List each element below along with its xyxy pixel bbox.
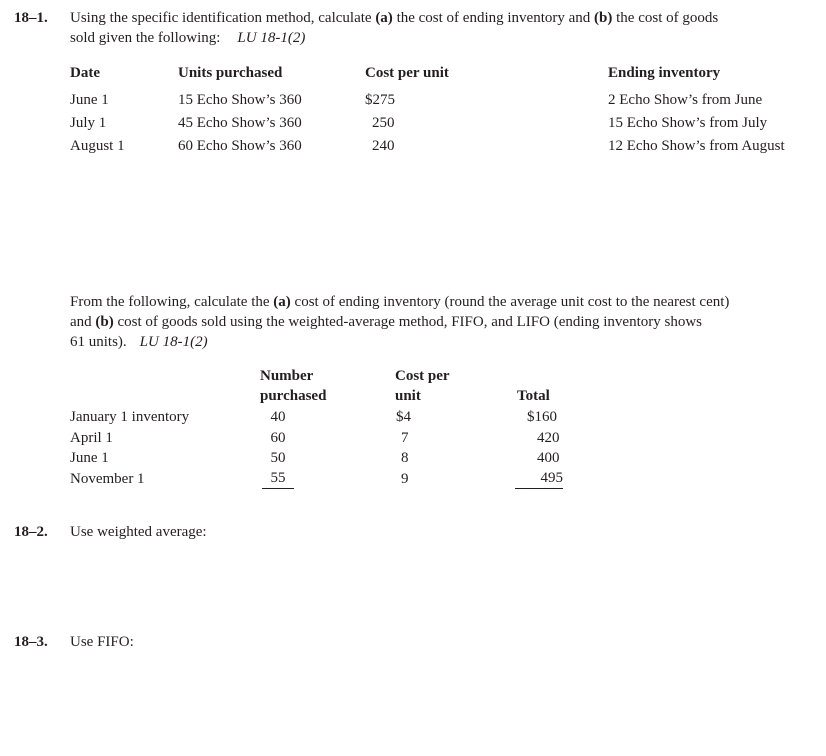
problem-18-2-text: Use weighted average: bbox=[70, 524, 207, 540]
cell-ending: 2 Echo Show’s from June bbox=[608, 92, 763, 108]
problem-18-1-line-2 bbox=[70, 28, 305, 48]
text-segment: 61 units). bbox=[70, 334, 127, 350]
cell-ending: 12 Echo Show’s from August bbox=[608, 138, 785, 154]
part-b-marker: (b) bbox=[95, 314, 114, 330]
problem-number-18-3: 18–3. bbox=[14, 634, 48, 650]
header-number: Number bbox=[260, 368, 314, 384]
cell-total: $160 bbox=[527, 409, 557, 425]
cell-label: November 1 bbox=[70, 471, 145, 487]
cell-cost: 9 bbox=[401, 471, 409, 487]
text-segment: From the following, calculate the bbox=[70, 294, 274, 310]
paragraph-line bbox=[70, 332, 812, 352]
text-segment: the cost of goods bbox=[612, 10, 719, 26]
learning-unit-reference: LU 18-1(2) bbox=[139, 334, 208, 350]
text-segment: cost of ending inventory (round the average unit cost to the nearest cent) bbox=[290, 294, 730, 310]
header-cost-per: Cost per bbox=[395, 368, 450, 384]
learning-unit-reference: LU 18-1(2) bbox=[237, 30, 306, 46]
cell-total: 495 bbox=[515, 469, 563, 489]
text-segment: cost of goods sold using the weighted-average method, FIFO, and LIFO (ending inventory shows bbox=[113, 314, 703, 330]
cell-number: 60 bbox=[270, 430, 286, 446]
cell-number: 50 bbox=[270, 450, 286, 466]
cell-units: 45 Echo Show’s 360 bbox=[178, 115, 302, 131]
problem-number-18-2: 18–2. bbox=[14, 524, 48, 540]
part-b-marker: (b) bbox=[594, 10, 613, 26]
text-segment: Using the specific identification method, calculate bbox=[70, 10, 376, 26]
problem-18-3-text: Use FIFO: bbox=[70, 634, 134, 650]
paragraph-line bbox=[70, 312, 812, 332]
header-unit: unit bbox=[395, 388, 421, 404]
problem-intro-paragraph bbox=[70, 292, 812, 352]
header-purchased: purchased bbox=[260, 388, 327, 404]
cell-cost: 8 bbox=[401, 450, 409, 466]
cell-label: January 1 inventory bbox=[70, 409, 190, 425]
cell-cost: 7 bbox=[401, 430, 409, 446]
cell-number: 55 bbox=[262, 469, 294, 489]
cell-ending: 15 Echo Show’s from July bbox=[608, 115, 768, 131]
cell-label: June 1 bbox=[70, 450, 109, 466]
cell-number: 40 bbox=[270, 409, 286, 425]
cell-total: 400 bbox=[537, 450, 560, 466]
cell-cost: $275 bbox=[365, 92, 395, 108]
part-a-marker: (a) bbox=[273, 294, 291, 310]
paragraph-line bbox=[70, 292, 812, 312]
cell-units: 60 Echo Show’s 360 bbox=[178, 138, 302, 154]
problem-18-1-line-1 bbox=[70, 8, 718, 28]
cell-date: June 1 bbox=[70, 92, 109, 108]
cell-cost: 240 bbox=[372, 138, 395, 154]
cell-total: 420 bbox=[537, 430, 560, 446]
header-ending-inventory: Ending inventory bbox=[608, 65, 721, 81]
header-units-purchased: Units purchased bbox=[178, 65, 283, 81]
problem-number-18-1: 18–1. bbox=[14, 10, 48, 26]
cell-date: July 1 bbox=[70, 115, 107, 131]
text-segment: sold given the following: bbox=[70, 30, 221, 46]
text-segment: the cost of ending inventory and bbox=[392, 10, 595, 26]
header-cost-per-unit: Cost per unit bbox=[365, 65, 449, 81]
text-segment: and bbox=[70, 314, 96, 330]
cell-units: 15 Echo Show’s 360 bbox=[178, 92, 302, 108]
cell-date: August 1 bbox=[70, 138, 125, 154]
header-date: Date bbox=[70, 65, 100, 81]
part-a-marker: (a) bbox=[375, 10, 393, 26]
header-total: Total bbox=[517, 388, 550, 404]
cell-cost: 250 bbox=[372, 115, 395, 131]
cell-cost: $4 bbox=[396, 409, 411, 425]
cell-label: April 1 bbox=[70, 430, 113, 446]
